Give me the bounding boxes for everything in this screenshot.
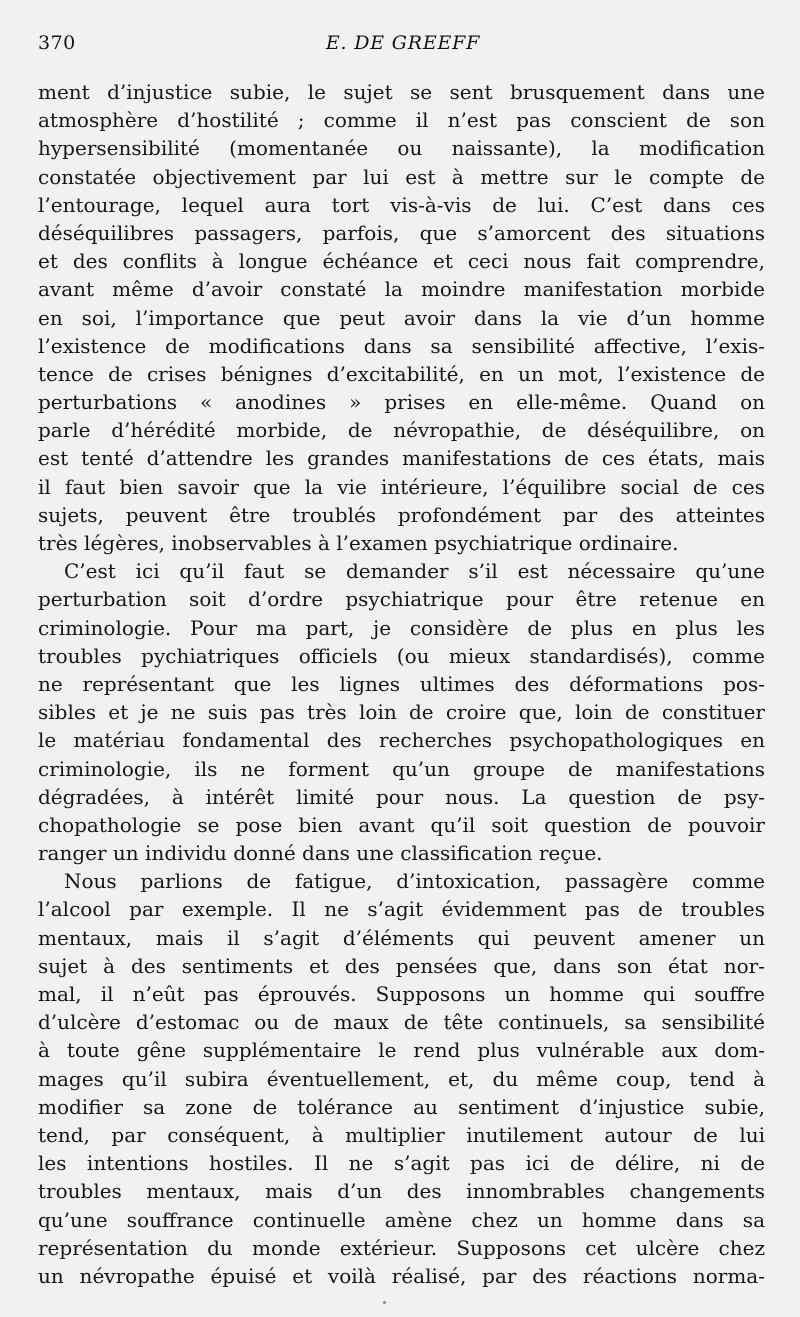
text-line: ment d’injustice subie, le sujet se sent brusquement dans une: [38, 80, 765, 104]
text-line: représentation du monde extérieur. Supposons cet ulcère chez: [38, 1235, 765, 1260]
print-speck: [383, 1301, 386, 1304]
text-line: criminologie. Pour ma part, je considère de plus en plus les: [38, 615, 765, 640]
text-line: dégradées, à intérêt limité pour nous. La question de psy-: [38, 784, 765, 809]
text-line: qu’une souffrance continuelle amène chez un homme dans sa: [38, 1207, 765, 1232]
text-line: l’existence de modifications dans sa sensibilité affective, l’exis-: [38, 333, 765, 358]
text-line: sujets, peuvent être troublés profondément par des atteintes: [38, 502, 765, 527]
text-line: chopathologie se pose bien avant qu’il soit question de pouvoir: [38, 812, 765, 837]
text-line: Nous parlions de fatigue, d’intoxication, passagère comme: [64, 869, 765, 894]
text-line: d’ulcère d’estomac ou de maux de tête continuels, sa sensibilité: [38, 1010, 765, 1035]
text-line: et des conflits à longue échéance et ceci nous fait comprendre,: [38, 249, 765, 274]
text-line: mal, il n’eût pas éprouvés. Supposons un homme qui souffre: [38, 982, 765, 1006]
running-head: E. DE GREEFF: [325, 32, 481, 54]
page-header: [38, 30, 768, 60]
text-line: est tenté d’attendre les grandes manifestations de ces états, mais: [38, 446, 765, 471]
text-line: mentaux, mais il s’agit d’éléments qui peuvent amener un: [38, 925, 765, 950]
text-line: l’alcool par exemple. Il ne s’agit évidemment pas de troubles: [38, 897, 765, 922]
text-line: modifier sa zone de tolérance au sentiment d’injustice subie,: [38, 1094, 765, 1119]
text-line: C’est ici qu’il faut se demander s’il est nécessaire qu’une: [64, 559, 765, 584]
text-line: perturbation soit d’ordre psychiatrique pour être retenue en: [38, 587, 765, 612]
page-number: 370: [38, 32, 76, 54]
text-line: constatée objectivement par lui est à mettre sur le compte de: [38, 164, 765, 189]
text-line: atmosphère d’hostilité ; comme il n’est pas conscient de son: [38, 108, 765, 133]
text-line: à toute gêne supplémentaire le rend plus vulnérable aux dom-: [38, 1038, 765, 1063]
text-line: très légères, inobservables à l’examen psychiatrique ordinaire.: [38, 531, 679, 555]
text-line: avant même d’avoir constaté la moindre manifestation morbide: [38, 277, 765, 302]
text-line: tend, par conséquent, à multiplier inutilement autour de lui: [38, 1122, 765, 1147]
text-line: parle d’hérédité morbide, de névropathie, de déséquilibre, on: [38, 418, 765, 443]
text-line: mages qu’il subira éventuellement, et, du même coup, tend à: [38, 1066, 765, 1091]
text-line: un névropathe épuisé et voilà réalisé, par des réactions norma-: [38, 1263, 765, 1288]
text-line: le matériau fondamental des recherches psychopathologiques en: [38, 728, 765, 753]
text-line: déséquilibres passagers, parfois, que s’amorcent des situations: [38, 220, 765, 245]
text-line: ranger un individu donné dans une classification reçue.: [38, 841, 603, 866]
text-line: hypersensibilité (momentanée ou naissante), la modification: [38, 136, 765, 161]
body-text: [38, 78, 765, 1290]
text-line: troubles pychiatriques officiels (ou mieux standardisés), comme: [38, 643, 765, 668]
text-line: tence de crises bénignes d’excitabilité, en un mot, l’existence de: [38, 361, 765, 386]
text-line: sibles et je ne suis pas très loin de croire que, loin de constituer: [38, 700, 765, 725]
text-line: sujet à des sentiments et des pensées que, dans son état nor-: [38, 953, 765, 978]
text-line: criminologie, ils ne forment qu’un groupe de manifestations: [38, 756, 765, 781]
text-line: troubles mentaux, mais d’un des innombrables changements: [38, 1179, 765, 1204]
text-line: l’entourage, lequel aura tort vis-à-vis de lui. C’est dans ces: [38, 192, 765, 217]
text-line: les intentions hostiles. Il ne s’agit pas ici de délire, ni de: [38, 1151, 765, 1176]
text-line: il faut bien savoir que la vie intérieure, l’équilibre social de ces: [38, 474, 765, 499]
text-line: en soi, l’importance que peut avoir dans la vie d’un homme: [38, 305, 765, 330]
text-line: ne représentant que les lignes ultimes des déformations pos-: [38, 671, 765, 696]
text-line: perturbations « anodines » prises en elle-même. Quand on: [38, 390, 765, 415]
